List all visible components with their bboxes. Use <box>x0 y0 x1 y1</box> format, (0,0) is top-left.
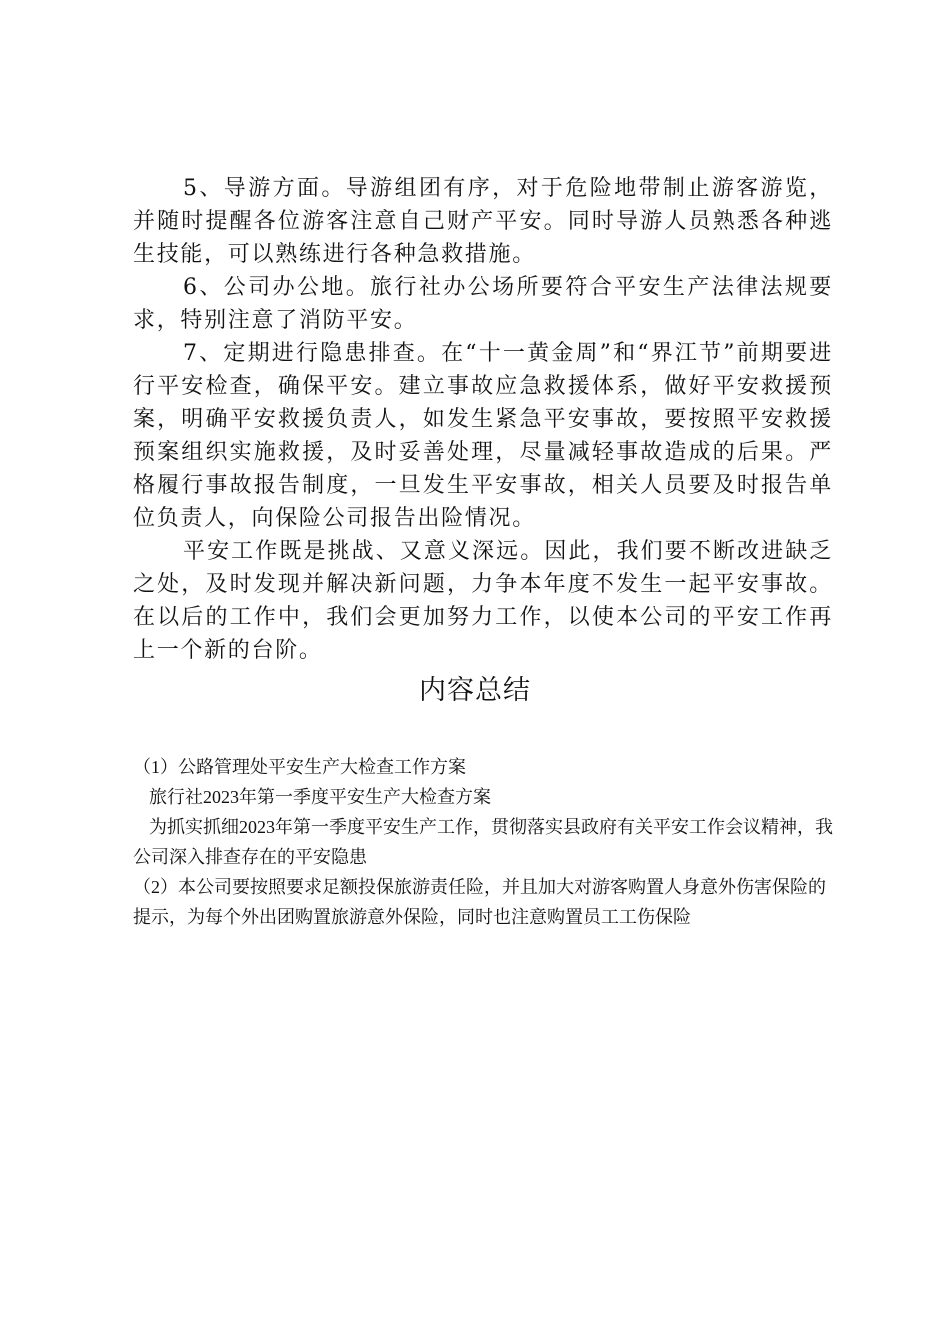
summary-line: （1）公路管理处平安生产大检查工作方案 <box>133 757 466 777</box>
paragraph-conclusion: 平安工作既是挑战、又意义深远。因此，我们要不断改进缺乏之处，及时发现并解决新问题，力争本年度不发生一起平安事故。在以后的工作中，我们会更加努力工作，以使本公司的平安工作再上一个新的台阶。 <box>133 539 833 663</box>
body-text <box>133 172 833 667</box>
summary-title: 内容总结 <box>419 675 531 706</box>
summary-section <box>133 752 833 932</box>
summary-line: 旅行社2023年第一季度平安生产大检查方案 <box>149 787 491 807</box>
summary-line: 为抓实抓细2023年第一季度平安生产工作，贯彻落实县政府有关平安工作会议精神，我公司深入排查存在的平安隐患 <box>133 817 833 867</box>
paragraph-hazard-inspection: 7、定期进行隐患排查。在“十一黄金周”和“界江节”前期要进行平安检查，确保平安。建立事故应急救援体系，做好平安救援预案，明确平安救援负责人，如发生紧急平安事故，要按照平安救援预案组织实施救援，及时妥善处理，尽量减轻事故造成的后果。严格履行事故报告制度，一旦发生平安事故，相关人员要及时报告单位负责人，向保险公司报告出险情况。 <box>133 341 833 531</box>
paragraph-office: 6、公司办公地。旅行社办公场所要符合平安生产法律法规要求，特别注意了消防平安。 <box>133 275 833 333</box>
paragraph-tour-guide: 5、导游方面。导游组团有序，对于危险地带制止游客游览，并随时提醒各位游客注意自己财产平安。同时导游人员熟悉各种逃生技能，可以熟练进行各种急救措施。 <box>133 176 833 267</box>
summary-line: （2）本公司要按照要求足额投保旅游责任险，并且加大对游客购置人身意外伤害保险的提示，为每个外出团购置旅游意外保险，同时也注意购置员工工伤保险 <box>133 877 826 927</box>
